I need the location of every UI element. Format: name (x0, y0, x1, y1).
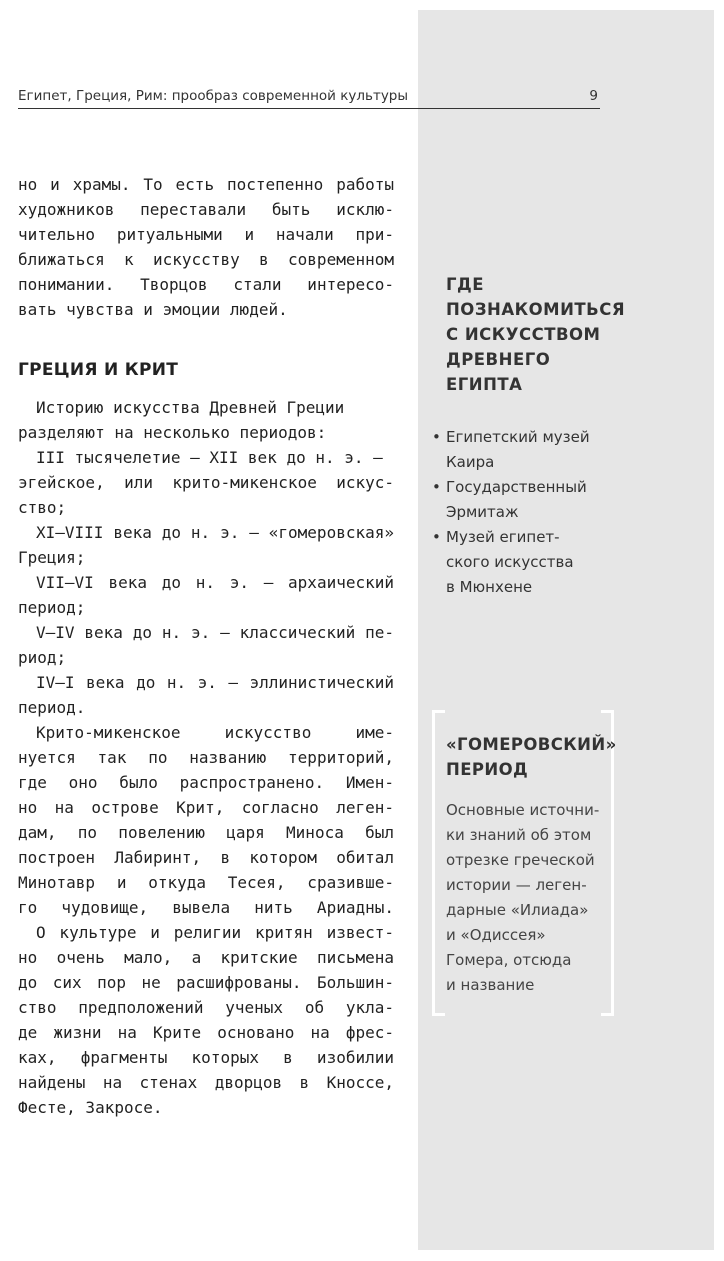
intro-paragraph (18, 172, 394, 322)
page-number: 9 (589, 88, 598, 104)
culture-paragraph (18, 920, 394, 1120)
text-line: де жизни на Крите основано на фрес- (18, 1023, 394, 1042)
box-content (446, 732, 617, 998)
text-line: Историю искусства Древней Греции (36, 398, 345, 417)
text-line: понимании. Творцов стали интересо- (18, 275, 394, 294)
list-item-line: • Музей египет- (446, 528, 560, 546)
text-line: XI–VIII века до н. э. — «гомеровская» (36, 523, 394, 542)
list-item (446, 425, 626, 475)
running-head-title: Египет, Греция, Рим: прообраз современной культуры (18, 88, 409, 104)
text-line: ки знаний об этом (446, 826, 592, 844)
list-item-line: ского искусства (446, 553, 574, 571)
homeric-period-box (432, 710, 617, 1010)
text-line: до сих пор не расшифрованы. Большин- (18, 973, 394, 992)
text-line: дам, по повелению царя Миноса был (18, 823, 394, 842)
text-line: Гомера, отсюда (446, 951, 572, 969)
list-item (446, 525, 626, 600)
running-head (18, 88, 600, 109)
text-line: период; (18, 598, 86, 617)
bracket-left (432, 710, 445, 1016)
text-line: риод; (18, 648, 67, 667)
text-line: вать чувства и эмоции людей. (18, 300, 288, 319)
text-line: го чудовище, вывела нить Ариадны. (18, 898, 394, 917)
periods-paragraph (18, 395, 394, 720)
text-line: отрезке греческой (446, 851, 595, 869)
text-line: Основные источни- (446, 801, 600, 819)
text-line: Греция; (18, 548, 86, 567)
text-line: чительно ритуальными и начали при- (18, 225, 394, 244)
heading-line: ГДЕ (446, 275, 484, 294)
museum-list (446, 425, 626, 600)
text-line: дарные «Илиада» (446, 901, 589, 919)
text-line: найдены на стенах дворцов в Кноссе, (18, 1073, 394, 1092)
box-heading (446, 732, 617, 782)
list-item-line: в Мюнхене (446, 578, 533, 596)
museums-heading (446, 272, 626, 397)
text-line: IV–I века до н. э. — эллинистический (36, 673, 394, 692)
text-line: III тысячелетие — XII век до н. э. — (36, 448, 383, 467)
text-line: ство; (18, 498, 67, 517)
text-line: Крито-микенское искусство име- (36, 723, 394, 742)
heading-line: «ГОМЕРОВСКИЙ» (446, 735, 617, 754)
text-line: нуется так по названию территорий, (18, 748, 394, 767)
text-line: но очень мало, а критские письмена (18, 948, 394, 967)
list-item-line: • Государственный (446, 478, 587, 496)
museums-sidebar (446, 272, 626, 600)
list-item-line: • Египетский музей (446, 428, 590, 446)
box-text (446, 798, 614, 998)
text-line: где оно было распространено. Имен- (18, 773, 394, 792)
text-line: ближаться к искусству в современном (18, 250, 394, 269)
heading-line: ПОЗНАКОМИТЬСЯ (446, 300, 626, 319)
text-line: художников переставали быть исклю- (18, 200, 394, 219)
heading-line: С ИСКУССТВОМ (446, 325, 601, 344)
sidebar-panel (418, 10, 714, 1250)
text-line: и «Одиссея» (446, 926, 546, 944)
text-line: ство предположений ученых об укла- (18, 998, 394, 1017)
text-line: разделяют на несколько периодов: (18, 423, 327, 442)
text-line: построен Лабиринт, в котором обитал (18, 848, 394, 867)
text-line: Минотавр и откуда Тесея, сразивше- (18, 873, 394, 892)
heading-line: ДРЕВНЕГО (446, 350, 551, 369)
heading-line: ПЕРИОД (446, 760, 529, 779)
list-item-line: Каира (446, 453, 495, 471)
text-line: истории — леген- (446, 876, 587, 894)
text-line: О культуре и религии критян извест- (36, 923, 394, 942)
crete-paragraph (18, 720, 394, 920)
main-column (18, 172, 394, 1120)
text-line: VII–VI века до н. э. — архаический (36, 573, 394, 592)
text-line: V–IV века до н. э. — классический пе- (36, 623, 394, 642)
heading-line: ЕГИПТА (446, 375, 523, 394)
section-heading: ГРЕЦИЯ И КРИТ (18, 360, 179, 380)
text-line: но и храмы. То есть постепенно работы (18, 175, 394, 194)
list-item-line: Эрмитаж (446, 503, 519, 521)
text-line: ках, фрагменты которых в изобилии (18, 1048, 394, 1067)
list-item (446, 475, 626, 525)
text-line: Фесте, Закросе. (18, 1098, 163, 1117)
text-line: период. (18, 698, 86, 717)
text-line: но на острове Крит, согласно леген- (18, 798, 394, 817)
text-line: и название (446, 976, 535, 994)
text-line: эгейское, или крито-микенское искус- (18, 473, 394, 492)
